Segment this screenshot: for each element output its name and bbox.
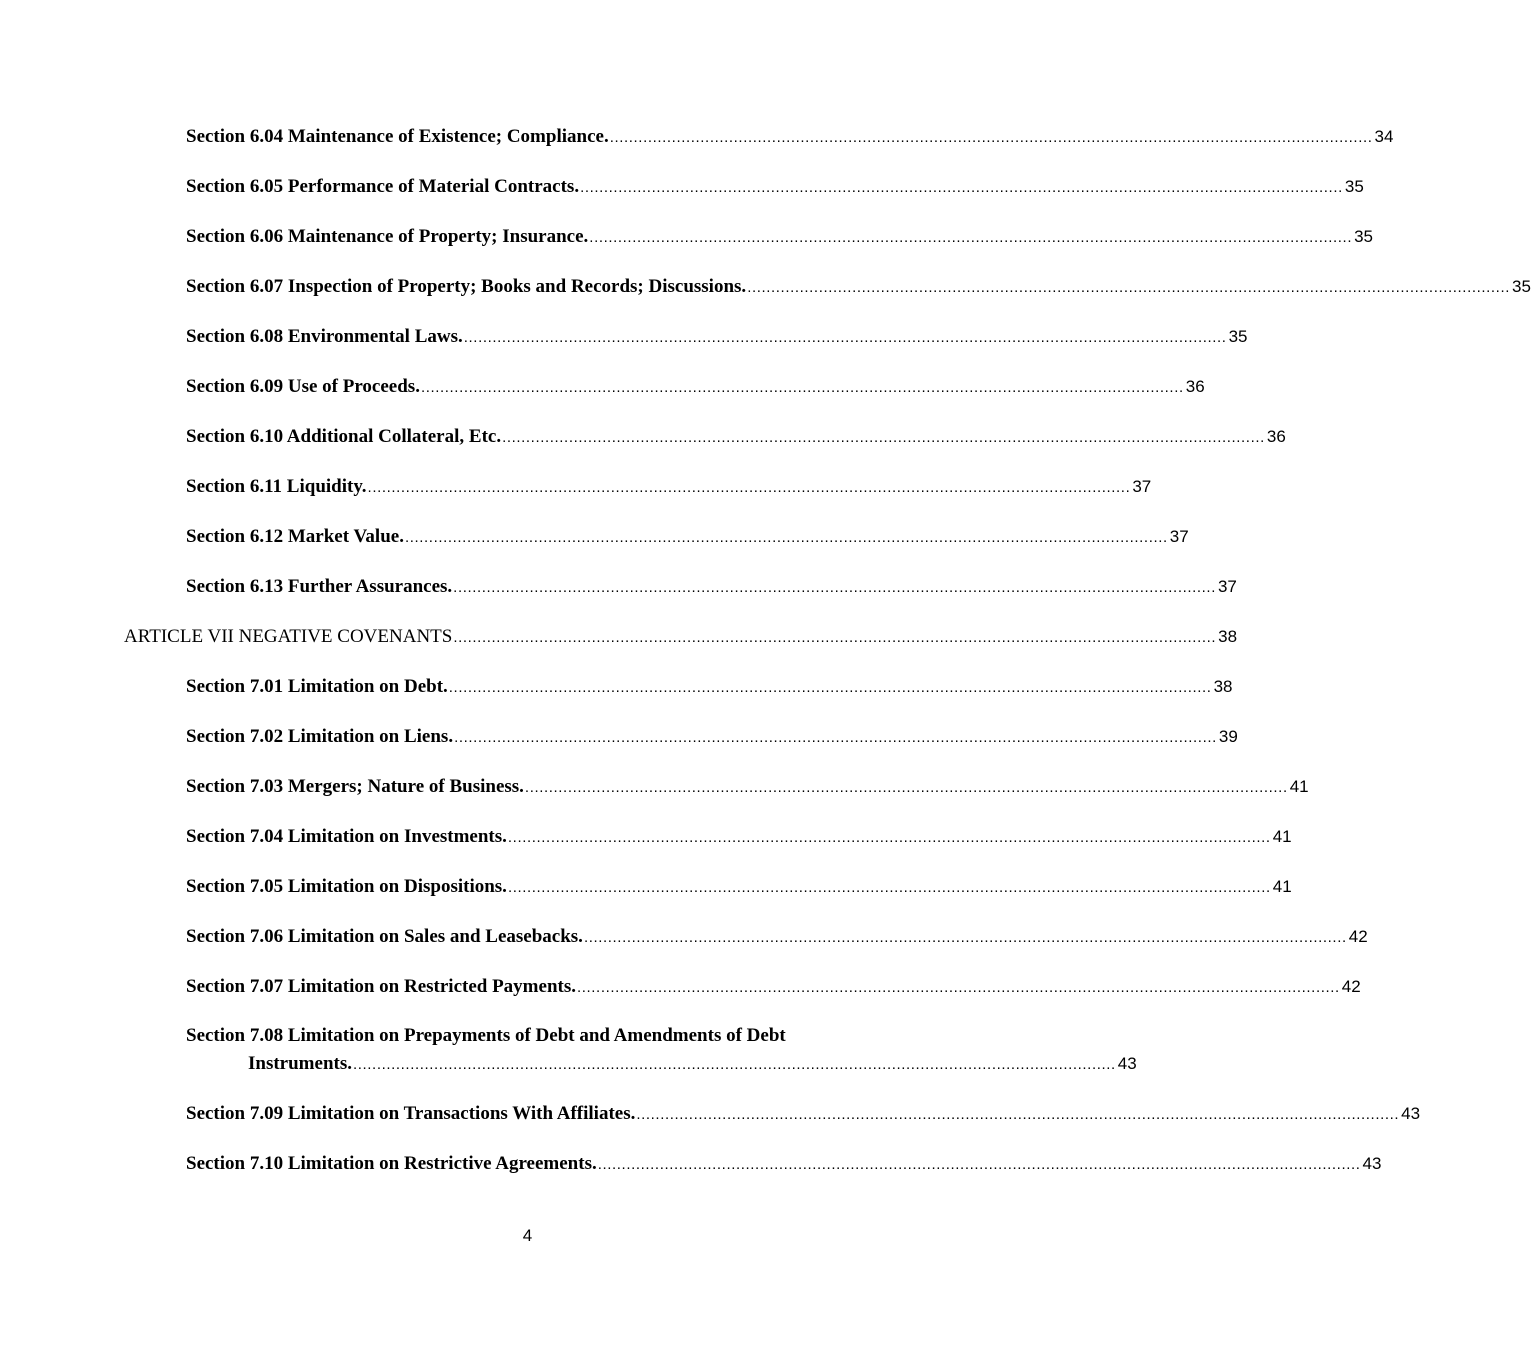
dot-leader: ................................................................................................................................................................ (576, 979, 1340, 996)
toc-entry-7-05[interactable] (186, 875, 1292, 899)
toc-entry-page: 41 (1289, 777, 1309, 796)
toc-entry-page: 37 (1169, 527, 1189, 546)
dot-leader: ................................................................................................................................................................ (636, 1106, 1400, 1123)
dot-leader: ................................................................................................................................................................ (580, 179, 1343, 196)
toc-entry-title: Section 7.09 Limitation on Transactions With Affiliates. (186, 1103, 636, 1124)
dot-leader: ................................................................................................................................................................ (448, 679, 1212, 696)
toc-entry-page: 41 (1272, 827, 1292, 846)
toc-entry-page: 37 (1132, 477, 1152, 496)
dot-leader: ................................................................................................................................................................ (502, 429, 1265, 446)
toc-entry-page: 43 (1362, 1154, 1382, 1173)
toc-entry-page: 37 (1217, 577, 1237, 596)
toc-entry-title: Section 7.03 Mergers; Nature of Business. (186, 776, 524, 797)
toc-entry-7-08-line1[interactable]: Section 7.08 Limitation on Prepayments of Debt and Amendments of Debt (186, 1025, 786, 1046)
toc-entry-7-03[interactable] (186, 775, 1309, 799)
toc-entry-6-12[interactable] (186, 525, 1189, 549)
dot-leader: ................................................................................................................................................................ (507, 879, 1271, 896)
toc-entry-6-10[interactable] (186, 425, 1286, 449)
toc-entry-title: Section 6.05 Performance of Material Contracts. (186, 176, 580, 197)
toc-entry-page: 35 (1354, 227, 1374, 246)
toc-entry-title: Section 6.07 Inspection of Property; Books and Records; Discussions. (186, 276, 747, 297)
toc-entry-page: 42 (1341, 977, 1361, 996)
toc-entry-page: 36 (1266, 427, 1286, 446)
toc-entry-title: Section 7.04 Limitation on Investments. (186, 826, 507, 847)
toc-entry-title: Instruments. (248, 1053, 352, 1074)
dot-leader: ................................................................................................................................................................ (352, 1056, 1116, 1073)
dot-leader: ................................................................................................................................................................ (507, 829, 1271, 846)
toc-entry-page: 39 (1218, 727, 1238, 746)
toc-entry-title: Section 6.13 Further Assurances. (186, 576, 453, 597)
toc-entry-title: Section 6.12 Market Value. (186, 526, 404, 547)
dot-leader: ................................................................................................................................................................ (453, 579, 1216, 596)
toc-entry-7-02[interactable] (186, 725, 1238, 749)
toc-entry-7-09[interactable] (186, 1102, 1421, 1126)
toc-article-title: ARTICLE VII NEGATIVE COVENANTS (124, 626, 453, 647)
toc-entry-title: Section 6.11 Liquidity. (186, 476, 367, 497)
dot-leader: ................................................................................................................................................................ (583, 929, 1347, 946)
dot-leader: ................................................................................................................................................................ (747, 279, 1510, 296)
toc-entry-page: 35 (1511, 277, 1531, 296)
toc-entry-6-08[interactable] (186, 325, 1248, 349)
toc-entry-title: Section 6.09 Use of Proceeds. (186, 376, 420, 397)
toc-entry-title: Section 7.02 Limitation on Liens. (186, 726, 454, 747)
dot-leader: ................................................................................................................................................................ (404, 529, 1168, 546)
toc-entry-7-07[interactable] (186, 975, 1361, 999)
toc-entry-title: Section 6.04 Maintenance of Existence; Compliance. (186, 126, 609, 147)
toc-entry-6-04[interactable] (186, 125, 1394, 149)
dot-leader: ................................................................................................................................................................ (367, 479, 1131, 496)
toc-entry-6-13[interactable] (186, 575, 1237, 599)
toc-article-vii[interactable] (124, 625, 1238, 649)
dot-leader: ................................................................................................................................................................ (609, 129, 1373, 146)
dot-leader: ................................................................................................................................................................ (524, 779, 1288, 796)
page-number: 4 (522, 1226, 533, 1245)
toc-entry-title: Section 7.06 Limitation on Sales and Leasebacks. (186, 926, 583, 947)
toc-entry-page: 35 (1344, 177, 1364, 196)
toc-entry-7-10[interactable] (186, 1152, 1382, 1176)
toc-entry-page: 35 (1228, 327, 1248, 346)
toc-entry-page: 38 (1213, 677, 1233, 696)
toc-entry-6-06[interactable] (186, 225, 1374, 249)
toc-entry-7-08[interactable] (248, 1052, 1137, 1076)
toc-entry-title: Section 6.10 Additional Collateral, Etc. (186, 426, 502, 447)
toc-entry-7-06[interactable] (186, 925, 1368, 949)
toc-entry-7-01[interactable] (186, 675, 1233, 699)
toc-entry-page: 38 (1218, 627, 1238, 646)
dot-leader: ................................................................................................................................................................ (453, 629, 1217, 646)
toc-entry-6-09[interactable] (186, 375, 1205, 399)
toc-entry-6-05[interactable] (186, 175, 1364, 199)
toc-entry-6-07[interactable] (186, 275, 1531, 299)
toc-entry-page: 43 (1401, 1104, 1421, 1123)
dot-leader: ................................................................................................................................................................ (597, 1156, 1361, 1173)
toc-entry-page: 42 (1348, 927, 1368, 946)
toc-entry-title: Section 7.10 Limitation on Restrictive Agreements. (186, 1153, 597, 1174)
toc-entry-page: 43 (1117, 1054, 1137, 1073)
toc-entry-title: Section 7.01 Limitation on Debt. (186, 676, 448, 697)
dot-leader: ................................................................................................................................................................ (454, 729, 1217, 746)
toc-entry-title: Section 7.05 Limitation on Dispositions. (186, 876, 507, 897)
toc-entry-title: Section 6.06 Maintenance of Property; Insurance. (186, 226, 589, 247)
dot-leader: ................................................................................................................................................................ (420, 379, 1184, 396)
dot-leader: ................................................................................................................................................................ (463, 329, 1227, 346)
toc-entry-page: 34 (1374, 127, 1394, 146)
toc-entry-7-04[interactable] (186, 825, 1292, 849)
toc-entry-page: 36 (1185, 377, 1205, 396)
toc-entry-title: Section 7.07 Limitation on Restricted Payments. (186, 976, 576, 997)
toc-entry-6-11[interactable] (186, 475, 1152, 499)
dot-leader: ................................................................................................................................................................ (589, 229, 1353, 246)
toc-entry-page: 41 (1272, 877, 1292, 896)
toc-entry-title: Section 6.08 Environmental Laws. (186, 326, 463, 347)
